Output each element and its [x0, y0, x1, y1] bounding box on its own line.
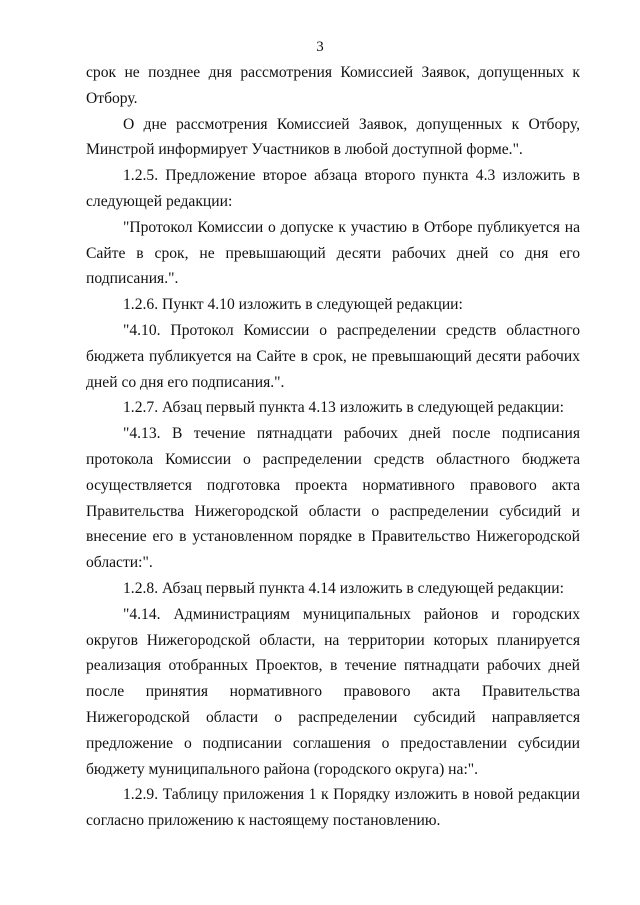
paragraph-item-1-2-9: 1.2.9. Таблицу приложения 1 к Порядку изложить в новой редакции согласно приложению к настоящему постановлению.	[86, 786, 580, 830]
paragraph-notification: О дне рассмотрения Комиссией Заявок, допущенных к Отбору, Минстрой информирует Участников в любой доступной форме.".	[86, 115, 580, 159]
paragraph-item-1-2-5: 1.2.5. Предложение второе абзаца второго пункта 4.3 изложить в следующей редакции:	[86, 167, 580, 210]
paragraph-item-1-2-8: 1.2.8. Абзац первый пункта 4.14 изложить в следующей редакции:	[123, 579, 564, 597]
paragraph-quote-4-14: "4.14. Администрациям муниципальных районов и городских округов Нижегородской области, на территории которых планируется реализация отобранных Проектов, в течение пятнадцати рабочих дней после принятия нормативного правового акта Правительства Нижегородской области о распределении субсидий направляется предложение о подписании соглашения о предоставлении субсидии бюджету муниципального района (городского округа) на:".	[86, 605, 580, 778]
paragraph-continuation: срок не позднее дня рассмотрения Комиссией Заявок, допущенных к Отбору.	[86, 64, 580, 107]
paragraph-item-1-2-7: 1.2.7. Абзац первый пункта 4.13 изложить в следующей редакции:	[123, 399, 564, 417]
page-number: 3	[316, 39, 324, 55]
paragraph-quote-4-13: "4.13. В течение пятнадцати рабочих дней после подписания протокола Комиссии о распределении средств областного бюджета осуществляется подготовка проекта нормативного правового акта Правительства Нижегородской области о распределении субсидий и внесение его в установленном порядке в Правительство Нижегородской области:".	[86, 425, 580, 572]
paragraph-quote-4-10: "4.10. Протокол Комиссии о распределении средств областного бюджета публикуется на Сайте в срок, не превышающий десяти рабочих дней со дня его подписания.".	[86, 321, 580, 391]
paragraph-quote-protocol-admission: "Протокол Комиссии о допуске к участию в Отборе публикуется на Сайте в срок, не превышающий десяти рабочих дней со дня его подписания.".	[86, 218, 580, 288]
paragraph-item-1-2-6: 1.2.6. Пункт 4.10 изложить в следующей редакции:	[123, 296, 463, 314]
document-body	[86, 60, 580, 834]
